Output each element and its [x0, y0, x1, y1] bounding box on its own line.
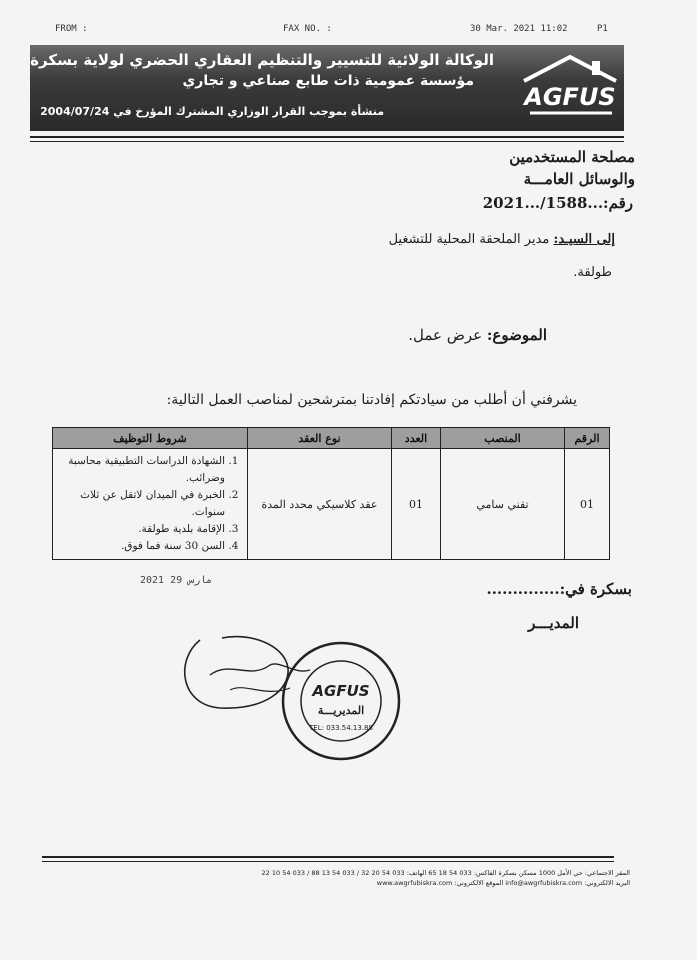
cell-contract: عقد كلاسيكي محدد المدة [248, 449, 392, 560]
recipient-city: طولقة. [573, 265, 612, 280]
header-num: الرقم [565, 428, 610, 449]
subject-text: عرض عمل. [408, 326, 483, 344]
condition-item: 4. السن 30 سنة فما فوق. [61, 538, 225, 555]
official-stamp [280, 640, 402, 762]
agency-type: مؤسسة عمومية ذات طابع صناعي و تجاري [182, 73, 474, 89]
stamp-logo: AGFUS [312, 682, 370, 700]
subject-label: الموضوع: [486, 326, 547, 344]
header-post: المنصب [441, 428, 565, 449]
place-date-line: بسكرة في:.............. [486, 580, 632, 598]
header-contract: نوع العقد [248, 428, 392, 449]
header-divider-thin [30, 141, 624, 142]
agency-logo [516, 47, 624, 129]
condition-item: 3. الإقامة بلدية طولقة. [61, 521, 225, 538]
cell-conditions [53, 449, 248, 560]
department-line-2: والوسائل العامـــة [523, 170, 635, 188]
fax-number: FAX NO. : [283, 24, 332, 34]
fax-page: P1 [597, 24, 608, 34]
reference-number: رقم:...1588/...2021 [482, 194, 633, 212]
condition-item: 2. الخبرة في الميدان لاتقل عن ثلاث سنوات. [61, 487, 225, 521]
cell-count: 01 [392, 449, 441, 560]
footer-divider [42, 856, 614, 858]
letterhead-banner [30, 45, 624, 131]
footer-contact [70, 868, 630, 888]
director-title: المديـــر [528, 614, 579, 632]
header-conditions: شروط التوظيف [53, 428, 248, 449]
subject-line [408, 326, 547, 344]
agency-name: الوكالة الولائية للتسيير والتنظيم العقاري الحضري لولاية بسكرة [30, 51, 494, 69]
intro-paragraph: يشرفني أن أطلب من سيادتكم إفادتنا بمترشحين لمناصب العمل التالية: [166, 392, 577, 408]
fax-from: FROM : [55, 24, 88, 34]
fax-timestamp: 30 Mar. 2021 11:02 [470, 24, 568, 34]
cell-num: 01 [565, 449, 610, 560]
handwritten-date: 2021 مارس 29 [140, 575, 213, 586]
footer-web: البريد الالكتروني: info@awgrfubiskra.com الموقع الالكتروني: www.awgrfubiskra.com [376, 879, 630, 887]
job-offers-table [52, 427, 610, 560]
recipient-label: إلى السيـد: [553, 232, 615, 247]
logo-text: AGFUS [524, 83, 616, 111]
recipient-name: مدير الملحقة المحلية للتشغيل [388, 232, 550, 247]
agency-decree: منشأة بموجب القرار الوزاري المشترك المؤرخ في 2004/07/24 [40, 105, 384, 118]
department-line-1: مصلحة المستخدمين [509, 148, 635, 166]
footer-divider-thin [42, 861, 614, 862]
cell-post: تقني سامي [441, 449, 565, 560]
condition-item: 1. الشهادة الدراسات التطبيقية محاسبة وضرائب. [61, 453, 225, 487]
header-count: العدد [392, 428, 441, 449]
stamp-title: المديريـــة [317, 704, 365, 717]
table-header-row [53, 428, 610, 449]
stamp-tel: TEL: 033.54.13.88 [309, 724, 373, 732]
header-divider [30, 136, 624, 138]
recipient-line [389, 232, 615, 247]
footer-address: المقر الاجتماعي: حي الأمل 1000 مسكن بسكرة الفاكس: 033 54 18 65 الهاتف: 033 54 20 32 / 033 54 13 88 / 033 54 10 22 [261, 869, 630, 877]
table-row [53, 449, 610, 560]
